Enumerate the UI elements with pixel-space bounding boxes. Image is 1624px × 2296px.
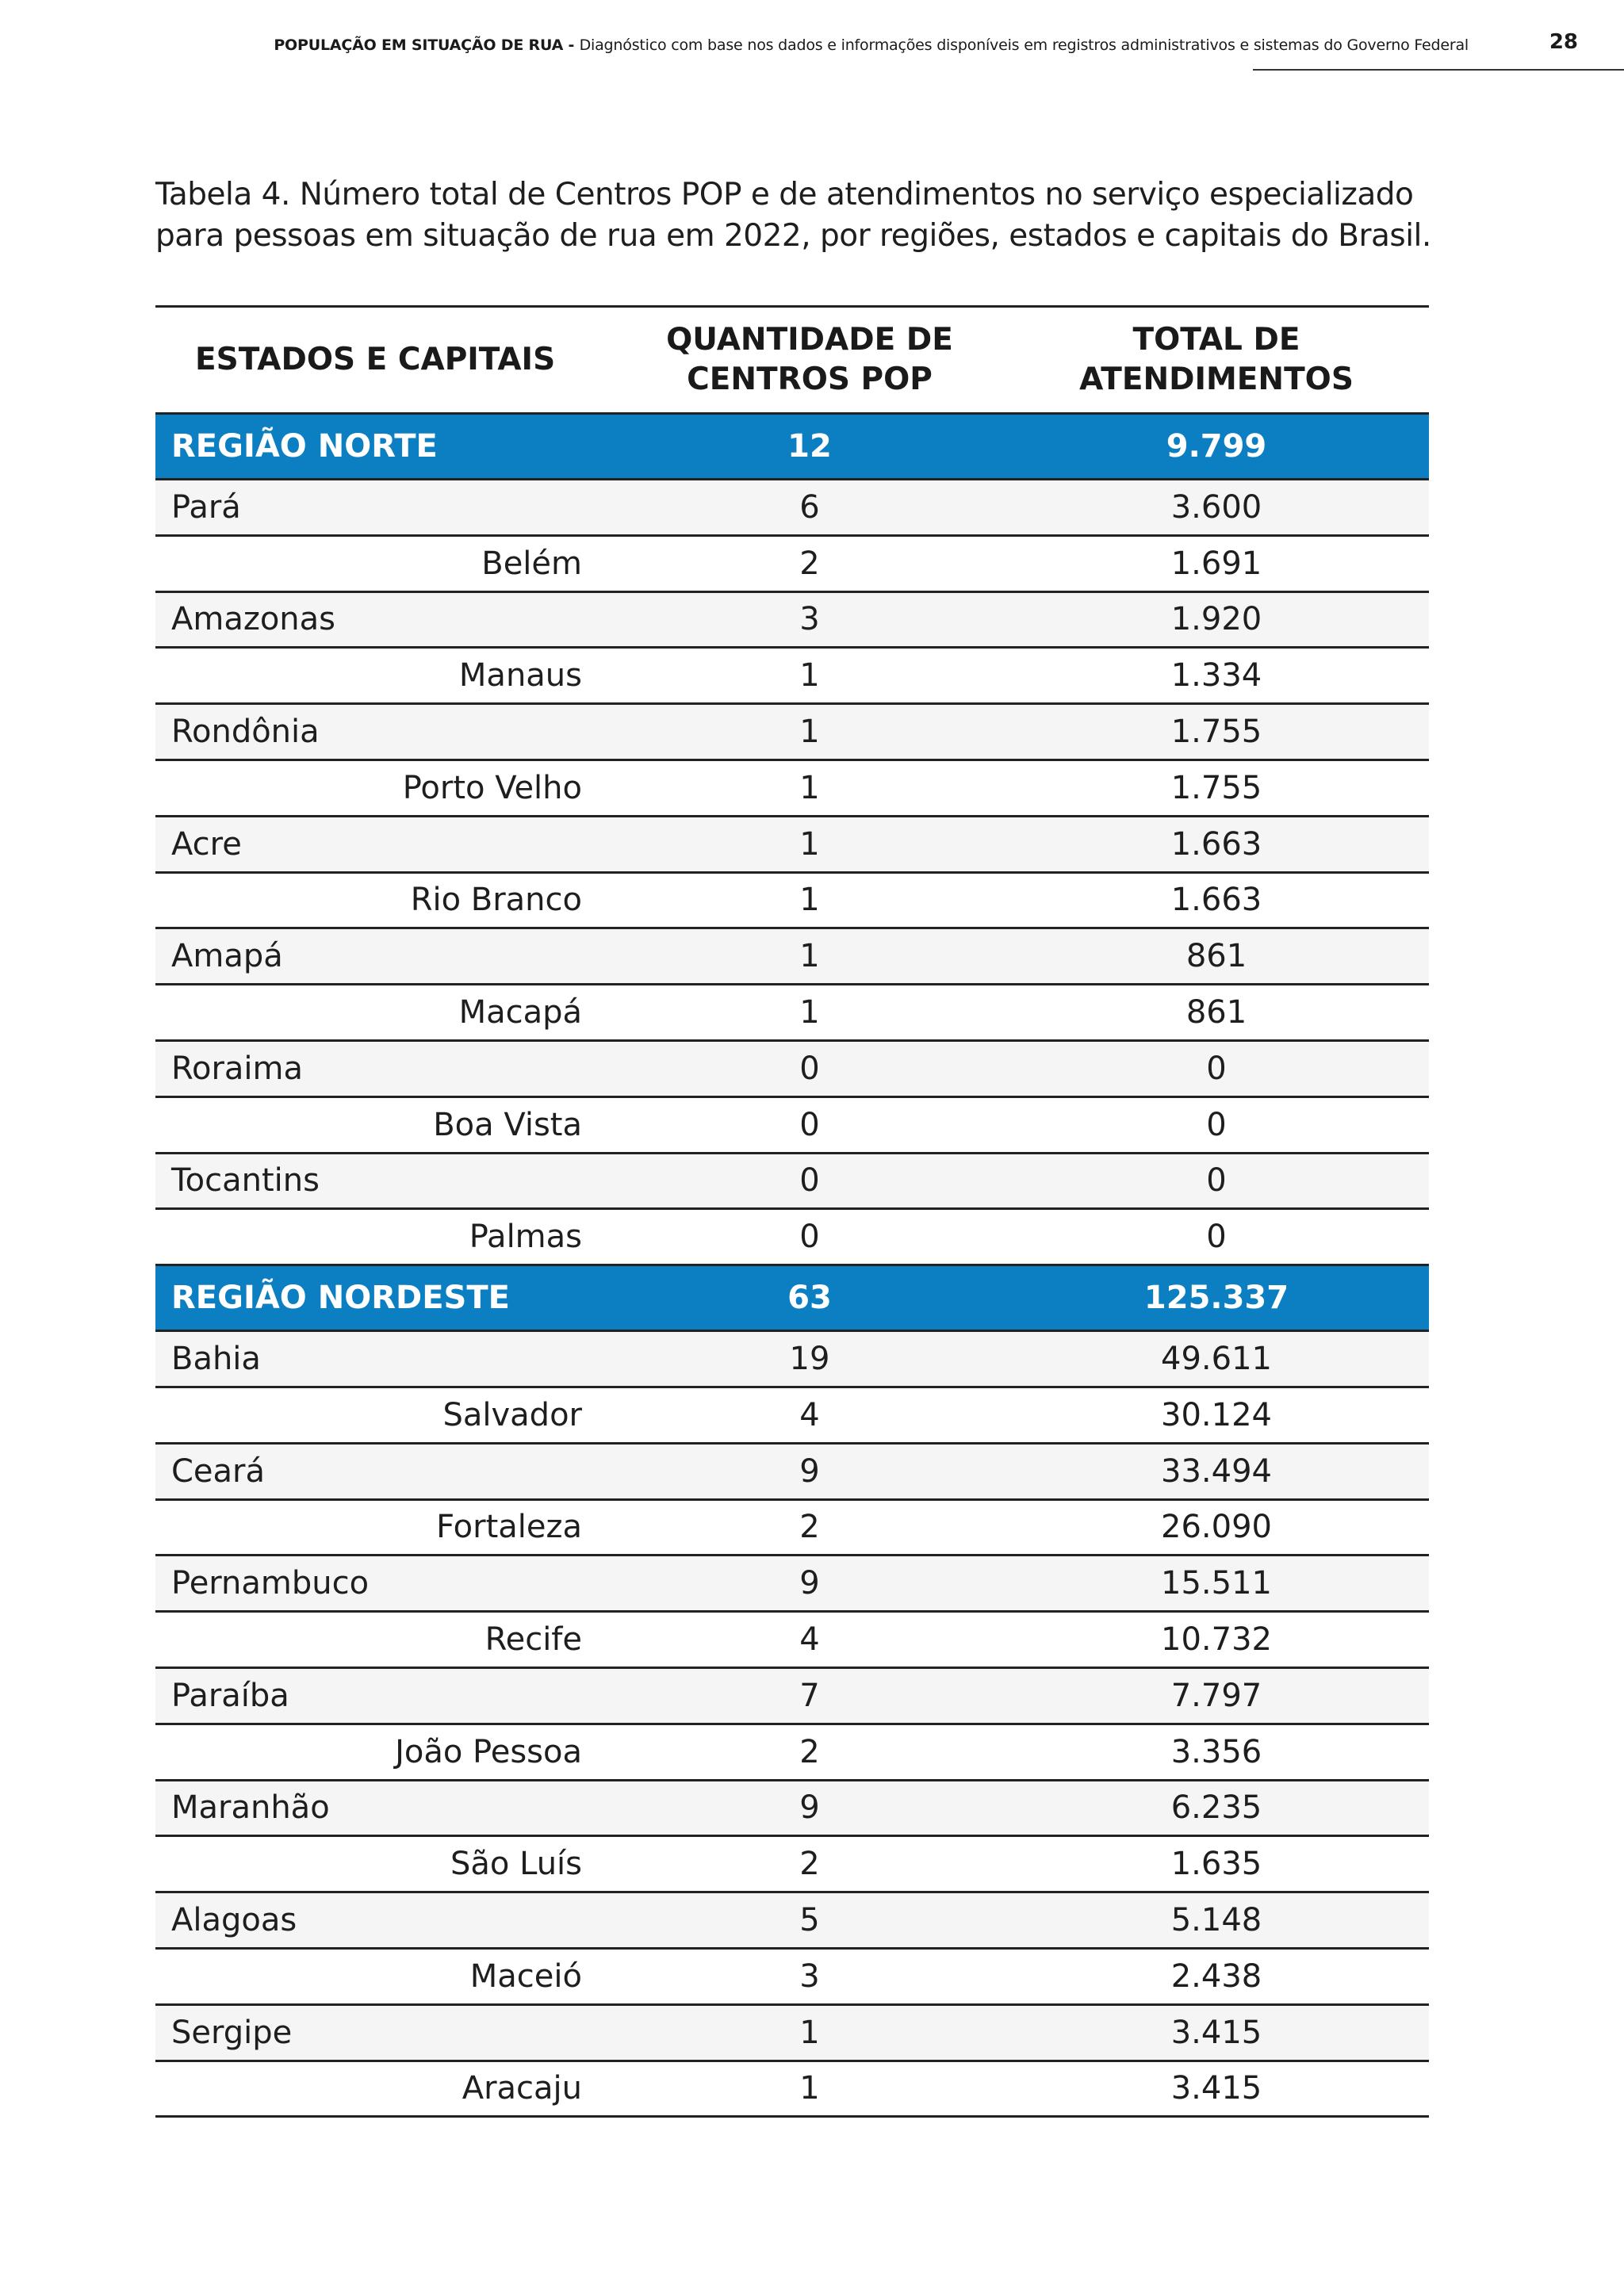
- centros-pop-cell: 1: [615, 2004, 1004, 2061]
- atendimentos-cell: 6.235: [1004, 1780, 1429, 1836]
- state-row: [155, 1780, 1429, 1836]
- centros-pop-cell: 2: [615, 1724, 1004, 1780]
- table-header-row: [155, 307, 1429, 414]
- centros-pop-cell: 3: [615, 591, 1004, 648]
- atendimentos-cell: 10.732: [1004, 1612, 1429, 1668]
- centros-pop-cell: 1: [615, 704, 1004, 760]
- atendimentos-cell: 1.691: [1004, 535, 1429, 591]
- centros-pop-cell: 1: [615, 760, 1004, 816]
- centros-pop-cell: 1: [615, 2061, 1004, 2117]
- row-name-cell: Rio Branco: [155, 872, 615, 928]
- atendimentos-cell: 861: [1004, 985, 1429, 1041]
- atendimentos-cell: 0: [1004, 1153, 1429, 1209]
- row-name-cell: Palmas: [155, 1209, 615, 1265]
- capital-row: [155, 1724, 1429, 1780]
- centros-pop-cell: 1: [615, 872, 1004, 928]
- atendimentos-cell: 861: [1004, 928, 1429, 985]
- row-name-cell: Boa Vista: [155, 1096, 615, 1153]
- page-header: [0, 0, 1624, 79]
- capital-row: [155, 1612, 1429, 1668]
- centros-pop-cell: 2: [615, 1499, 1004, 1556]
- atendimentos-cell: 33.494: [1004, 1443, 1429, 1499]
- header-title: POPULAÇÃO EM SITUAÇÃO DE RUA -: [274, 36, 580, 54]
- centros-pop-cell: 2: [615, 535, 1004, 591]
- region-row: [155, 414, 1429, 480]
- centros-pop-cell: 1: [615, 648, 1004, 704]
- atendimentos-cell: 1.663: [1004, 872, 1429, 928]
- centros-pop-cell: 0: [615, 1153, 1004, 1209]
- row-name-cell: Salvador: [155, 1387, 615, 1443]
- atendimentos-cell: 3.415: [1004, 2061, 1429, 2117]
- row-name-cell: Roraima: [155, 1040, 615, 1096]
- table-caption: Tabela 4. Número total de Centros POP e de atendimentos no serviço especializado para pessoas em situação de rua em 2022, por regiões, estados e capitais do Brasil.: [155, 177, 1431, 254]
- state-row: [155, 1153, 1429, 1209]
- state-row: [155, 1667, 1429, 1724]
- centros-pop-cell: 6: [615, 480, 1004, 536]
- capital-row: [155, 2061, 1429, 2117]
- centros-pop-cell: 9: [615, 1443, 1004, 1499]
- atendimentos-cell: 30.124: [1004, 1387, 1429, 1443]
- centros-pop-cell: 0: [615, 1096, 1004, 1153]
- row-name-cell: Porto Velho: [155, 760, 615, 816]
- capital-row: [155, 648, 1429, 704]
- row-name-cell: São Luís: [155, 1836, 615, 1892]
- row-name-cell: Ceará: [155, 1443, 615, 1499]
- atendimentos-cell: 0: [1004, 1040, 1429, 1096]
- data-table: [155, 305, 1429, 2118]
- header-divider: [1253, 69, 1624, 71]
- row-name-cell: Amazonas: [155, 591, 615, 648]
- row-name-cell: Amapá: [155, 928, 615, 985]
- atendimentos-cell: 1.663: [1004, 816, 1429, 872]
- centros-pop-cell: 12: [615, 414, 1004, 480]
- centros-pop-cell: 9: [615, 1780, 1004, 1836]
- row-name-cell: REGIÃO NORDESTE: [155, 1265, 615, 1331]
- atendimentos-cell: 2.438: [1004, 1948, 1429, 2004]
- centros-pop-cell: 1: [615, 928, 1004, 985]
- row-name-cell: Belém: [155, 535, 615, 591]
- row-name-cell: Maceió: [155, 1948, 615, 2004]
- state-row: [155, 1892, 1429, 1949]
- capital-row: [155, 1209, 1429, 1265]
- state-row: [155, 1040, 1429, 1096]
- state-row: [155, 591, 1429, 648]
- capital-row: [155, 1836, 1429, 1892]
- row-name-cell: Aracaju: [155, 2061, 615, 2117]
- state-row: [155, 480, 1429, 536]
- centros-pop-cell: 9: [615, 1556, 1004, 1612]
- state-row: [155, 1331, 1429, 1387]
- row-name-cell: Pará: [155, 480, 615, 536]
- atendimentos-cell: 7.797: [1004, 1667, 1429, 1724]
- atendimentos-cell: 1.635: [1004, 1836, 1429, 1892]
- row-name-cell: Alagoas: [155, 1892, 615, 1949]
- centros-pop-cell: 1: [615, 816, 1004, 872]
- centros-pop-cell: 4: [615, 1387, 1004, 1443]
- atendimentos-cell: 0: [1004, 1209, 1429, 1265]
- row-name-cell: Bahia: [155, 1331, 615, 1387]
- row-name-cell: REGIÃO NORTE: [155, 414, 615, 480]
- atendimentos-cell: 1.755: [1004, 704, 1429, 760]
- row-name-cell: Maranhão: [155, 1780, 615, 1836]
- capital-row: [155, 872, 1429, 928]
- centros-pop-cell: 7: [615, 1667, 1004, 1724]
- running-header: [274, 36, 1469, 54]
- row-name-cell: Macapá: [155, 985, 615, 1041]
- row-name-cell: Fortaleza: [155, 1499, 615, 1556]
- atendimentos-cell: 5.148: [1004, 1892, 1429, 1949]
- state-row: [155, 1443, 1429, 1499]
- capital-row: [155, 985, 1429, 1041]
- centros-pop-cell: 0: [615, 1209, 1004, 1265]
- atendimentos-cell: 49.611: [1004, 1331, 1429, 1387]
- centros-pop-cell: 1: [615, 985, 1004, 1041]
- atendimentos-cell: 1.755: [1004, 760, 1429, 816]
- row-name-cell: Pernambuco: [155, 1556, 615, 1612]
- state-row: [155, 704, 1429, 760]
- state-row: [155, 2004, 1429, 2061]
- atendimentos-cell: 3.356: [1004, 1724, 1429, 1780]
- centros-pop-cell: 4: [615, 1612, 1004, 1668]
- table-body: [155, 414, 1429, 2117]
- row-name-cell: Sergipe: [155, 2004, 615, 2061]
- row-name-cell: Acre: [155, 816, 615, 872]
- capital-row: [155, 1499, 1429, 1556]
- capital-row: [155, 535, 1429, 591]
- centros-pop-cell: 3: [615, 1948, 1004, 2004]
- centros-pop-cell: 0: [615, 1040, 1004, 1096]
- capital-row: [155, 760, 1429, 816]
- state-row: [155, 816, 1429, 872]
- row-name-cell: Tocantins: [155, 1153, 615, 1209]
- table-container: [155, 305, 1429, 2118]
- column-header-estados: ESTADOS E CAPITAIS: [155, 307, 615, 414]
- row-name-cell: Rondônia: [155, 704, 615, 760]
- centros-pop-cell: 2: [615, 1836, 1004, 1892]
- column-header-centros: QUANTIDADE DE CENTROS POP: [615, 307, 1004, 414]
- row-name-cell: João Pessoa: [155, 1724, 615, 1780]
- row-name-cell: Recife: [155, 1612, 615, 1668]
- atendimentos-cell: 15.511: [1004, 1556, 1429, 1612]
- capital-row: [155, 1948, 1429, 2004]
- column-header-atendimentos: TOTAL DE ATENDIMENTOS: [1004, 307, 1429, 414]
- atendimentos-cell: 0: [1004, 1096, 1429, 1153]
- centros-pop-cell: 19: [615, 1331, 1004, 1387]
- state-row: [155, 928, 1429, 985]
- atendimentos-cell: 3.415: [1004, 2004, 1429, 2061]
- region-row: [155, 1265, 1429, 1331]
- state-row: [155, 1556, 1429, 1612]
- atendimentos-cell: 3.600: [1004, 480, 1429, 536]
- centros-pop-cell: 63: [615, 1265, 1004, 1331]
- capital-row: [155, 1387, 1429, 1443]
- atendimentos-cell: 1.920: [1004, 591, 1429, 648]
- row-name-cell: Manaus: [155, 648, 615, 704]
- row-name-cell: Paraíba: [155, 1667, 615, 1724]
- atendimentos-cell: 26.090: [1004, 1499, 1429, 1556]
- atendimentos-cell: 9.799: [1004, 414, 1429, 480]
- atendimentos-cell: 125.337: [1004, 1265, 1429, 1331]
- capital-row: [155, 1096, 1429, 1153]
- atendimentos-cell: 1.334: [1004, 648, 1429, 704]
- header-subtitle: Diagnóstico com base nos dados e informações disponíveis em registros administrativos e sistemas do Governo Federal: [579, 36, 1469, 54]
- centros-pop-cell: 5: [615, 1892, 1004, 1949]
- page-number: 28: [1549, 30, 1578, 54]
